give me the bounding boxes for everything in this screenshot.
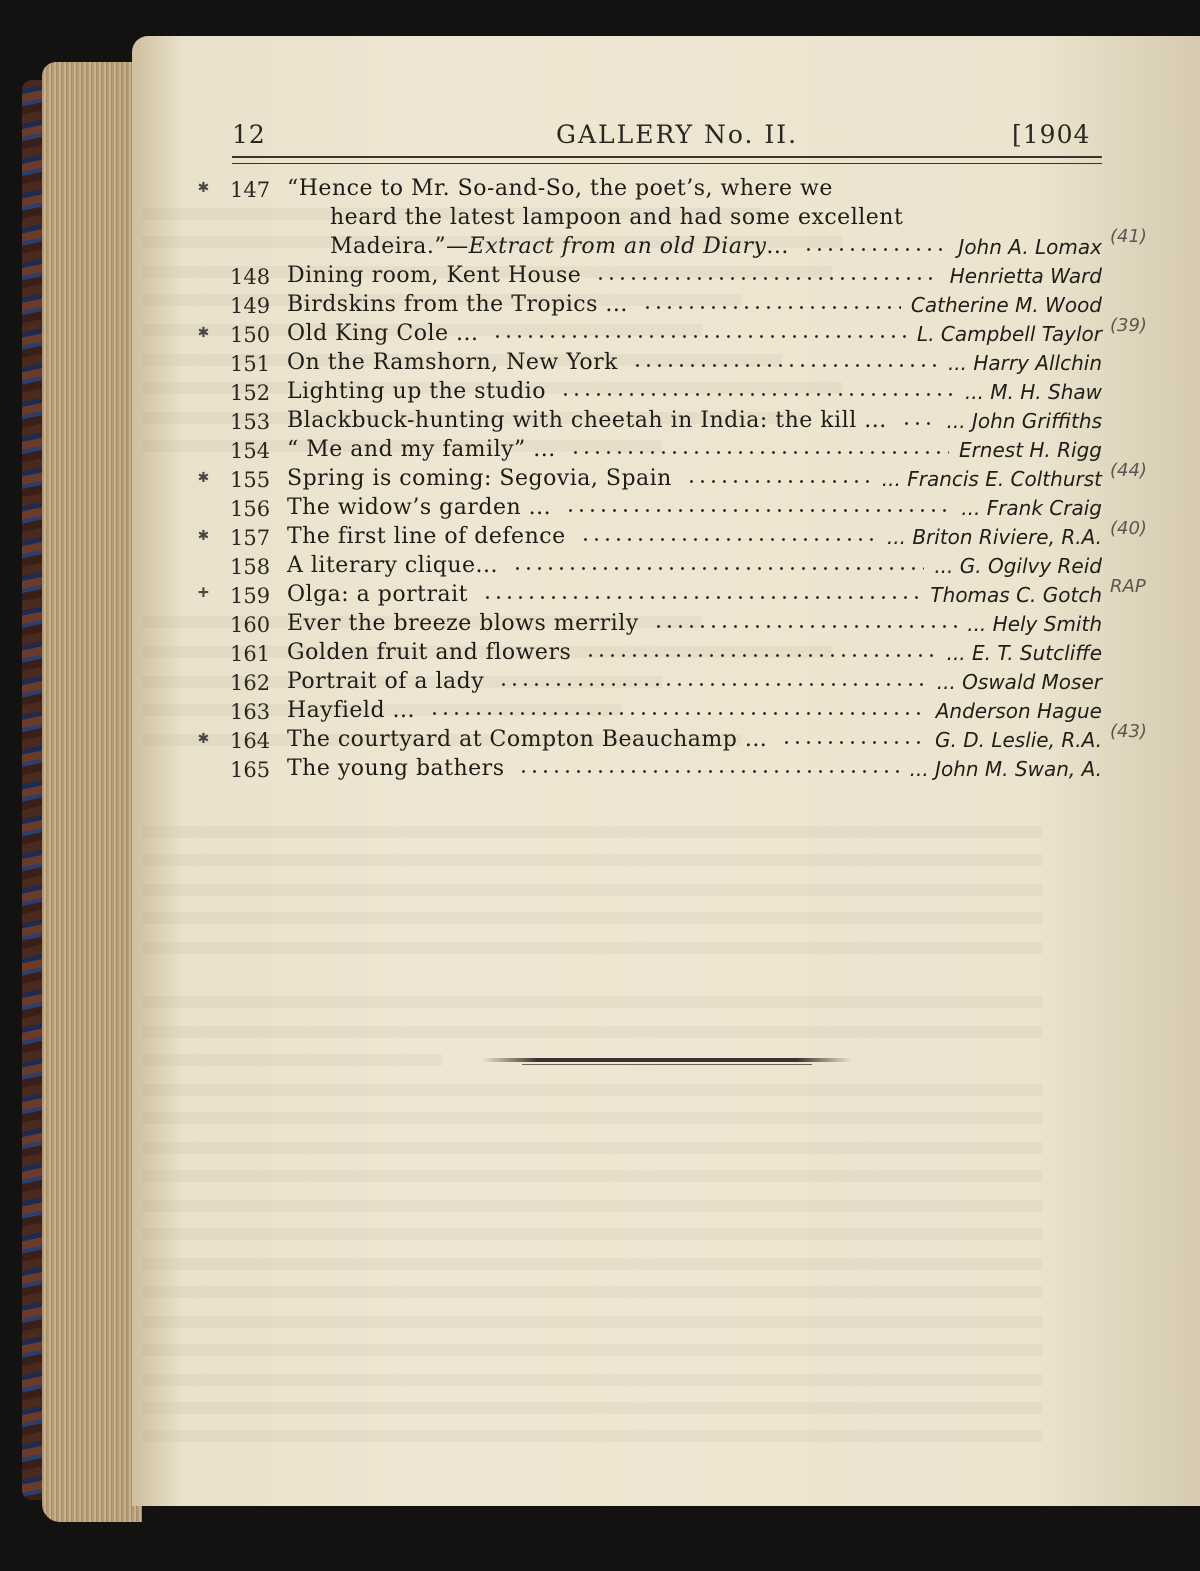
dot-leader [686, 480, 872, 483]
page-number: 12 [232, 120, 266, 149]
entry-title: The widow’s garden ... [287, 495, 552, 520]
catalogue-entry [132, 698, 1200, 727]
dot-leader [565, 509, 951, 512]
entry-artist: ... Briton Riviere, R.A. [886, 525, 1102, 549]
catalogue-entry [132, 408, 1200, 437]
catalogue-entry [132, 576, 1200, 611]
entry-artist: Anderson Hague [935, 699, 1102, 723]
catalogue-year: [1904 [1012, 120, 1091, 149]
entry-artist: Ernest H. Rigg [958, 438, 1102, 462]
entry-number: 164 [230, 729, 271, 753]
entry-artist: ... John M. Swan, A. [909, 757, 1102, 781]
entry-number: 154 [230, 439, 271, 463]
dot-leader [653, 625, 958, 628]
handwritten-note: (44) [1110, 460, 1147, 481]
entry-title: Dining room, Kent House [287, 263, 582, 288]
handwritten-mark: ✱ [198, 321, 209, 342]
entry-title: The courtyard at Compton Beauchamp ... [287, 727, 768, 752]
dot-leader [585, 654, 936, 657]
catalogue-entry [132, 669, 1200, 698]
dot-leader [632, 364, 938, 367]
section-end-rule [482, 1058, 852, 1062]
dot-leader [482, 596, 920, 599]
entry-title: On the Ramshorn, New York [287, 350, 618, 375]
entry-artist: ... M. H. Shaw [964, 380, 1102, 404]
entry-number: 153 [230, 410, 271, 434]
dot-leader [560, 393, 955, 396]
entry-title: Golden fruit and flowers [287, 640, 572, 665]
entry-title: The first line of defence [287, 524, 566, 549]
entry-number: 158 [230, 555, 271, 579]
page-block-edges [42, 62, 142, 1522]
entry-artist: G. D. Leslie, R.A. [935, 728, 1102, 752]
entry-title-ellipsis: ... [766, 234, 789, 259]
handwritten-note: (40) [1110, 518, 1147, 539]
entry-number: 162 [230, 671, 271, 695]
catalogue-entry [132, 640, 1200, 669]
entry-title: The young bathers [287, 756, 505, 781]
catalogue-entry [132, 756, 1200, 785]
entry-number: 149 [230, 294, 271, 318]
catalogue-entry [132, 553, 1200, 582]
entry-title: Old King Cole ... [287, 321, 479, 346]
entry-title: Portrait of a lady [287, 669, 485, 694]
entry-artist: ... E. T. Sutcliffe [946, 641, 1102, 665]
entry-artist: ... Francis E. Colthurst [881, 467, 1102, 491]
handwritten-mark: ✱ [198, 727, 209, 748]
entry-list [132, 176, 1200, 785]
handwritten-note: (43) [1110, 721, 1147, 742]
entry-title-line-1: “Hence to Mr. So-and-So, the poet’s, where we [287, 176, 833, 201]
dot-leader [498, 683, 927, 686]
entry-title: Birdskins from the Tropics ... [287, 292, 628, 317]
handwritten-note: (41) [1110, 226, 1147, 247]
dot-leader [512, 567, 924, 570]
catalogue-entry [132, 721, 1200, 756]
catalogue-entry [132, 176, 1200, 263]
catalogue-entry [132, 315, 1200, 350]
catalogue-entry [132, 518, 1200, 553]
entry-title: A literary clique... [287, 553, 499, 578]
entry-number: 148 [230, 265, 271, 289]
entry-title: Olga: a portrait [287, 582, 468, 607]
entry-artist: Catherine M. Wood [910, 293, 1102, 317]
dot-leader [803, 248, 949, 251]
entry-number: 157 [230, 526, 271, 550]
dot-leader [492, 335, 907, 338]
entry-artist: ... John Griffiths [946, 409, 1102, 433]
entry-number: 156 [230, 497, 271, 521]
header-rule [232, 156, 1102, 164]
entry-number: 155 [230, 468, 271, 492]
catalogue-entry [132, 437, 1200, 466]
catalogue-entry [132, 379, 1200, 408]
dot-leader [518, 770, 899, 773]
entry-number: 151 [230, 352, 271, 376]
entry-title: Ever the breeze blows merrily [287, 611, 639, 636]
dot-leader [580, 538, 877, 541]
entry-artist: ... Frank Craig [961, 496, 1102, 520]
catalogue-entry [132, 292, 1200, 321]
handwritten-mark: + [198, 582, 209, 603]
entry-artist: Henrietta Ward [949, 264, 1102, 288]
dot-leader [595, 277, 939, 280]
entry-artist: ... Oswald Moser [936, 670, 1102, 694]
dot-leader [901, 422, 937, 425]
catalogue-entry [132, 611, 1200, 640]
handwritten-mark: ✱ [198, 524, 209, 545]
handwritten-mark: ✱ [198, 176, 209, 197]
catalogue-page [132, 36, 1200, 1506]
entry-number: 147 [230, 178, 271, 202]
handwritten-note: (39) [1110, 315, 1147, 336]
entry-number: 161 [230, 642, 271, 666]
catalogue-entry [132, 350, 1200, 379]
dot-leader [642, 306, 901, 309]
entry-number: 165 [230, 758, 271, 782]
dot-leader [570, 451, 949, 454]
dot-leader [429, 712, 926, 715]
entry-artist: John A. Lomax [958, 235, 1102, 259]
entry-title: “ Me and my family” ... [287, 437, 556, 462]
catalogue-entry [132, 495, 1200, 524]
gallery-title: GALLERY No. II. [556, 120, 799, 149]
entry-artist: ... Harry Allchin [947, 351, 1102, 375]
dot-leader [781, 741, 925, 744]
entry-title: Lighting up the studio [287, 379, 546, 404]
entry-number: 163 [230, 700, 271, 724]
entry-number: 160 [230, 613, 271, 637]
entry-number: 159 [230, 584, 271, 608]
entry-number: 152 [230, 381, 271, 405]
entry-artist: Thomas C. Gotch [930, 583, 1102, 607]
catalogue-entry [132, 460, 1200, 495]
entry-title-quote: Madeira.” [330, 234, 447, 259]
entry-title-line-3 [330, 234, 789, 259]
handwritten-note: RAP [1110, 576, 1146, 597]
catalogue-entry [132, 263, 1200, 292]
entry-artist: ... G. Ogilvy Reid [934, 554, 1102, 578]
entry-number: 150 [230, 323, 271, 347]
entry-title: Hayfield ... [287, 698, 416, 723]
entry-title-line-2: heard the latest lampoon and had some excellent [330, 205, 904, 230]
entry-title: Spring is coming: Segovia, Spain [287, 466, 672, 491]
entry-title: Blackbuck-hunting with cheetah in India: the kill ... [287, 408, 887, 433]
handwritten-mark: ✱ [198, 466, 209, 487]
entry-artist: ... Hely Smith [967, 612, 1102, 636]
entry-artist: L. Campbell Taylor [917, 322, 1102, 346]
entry-source: —Extract from an old Diary [446, 234, 767, 259]
